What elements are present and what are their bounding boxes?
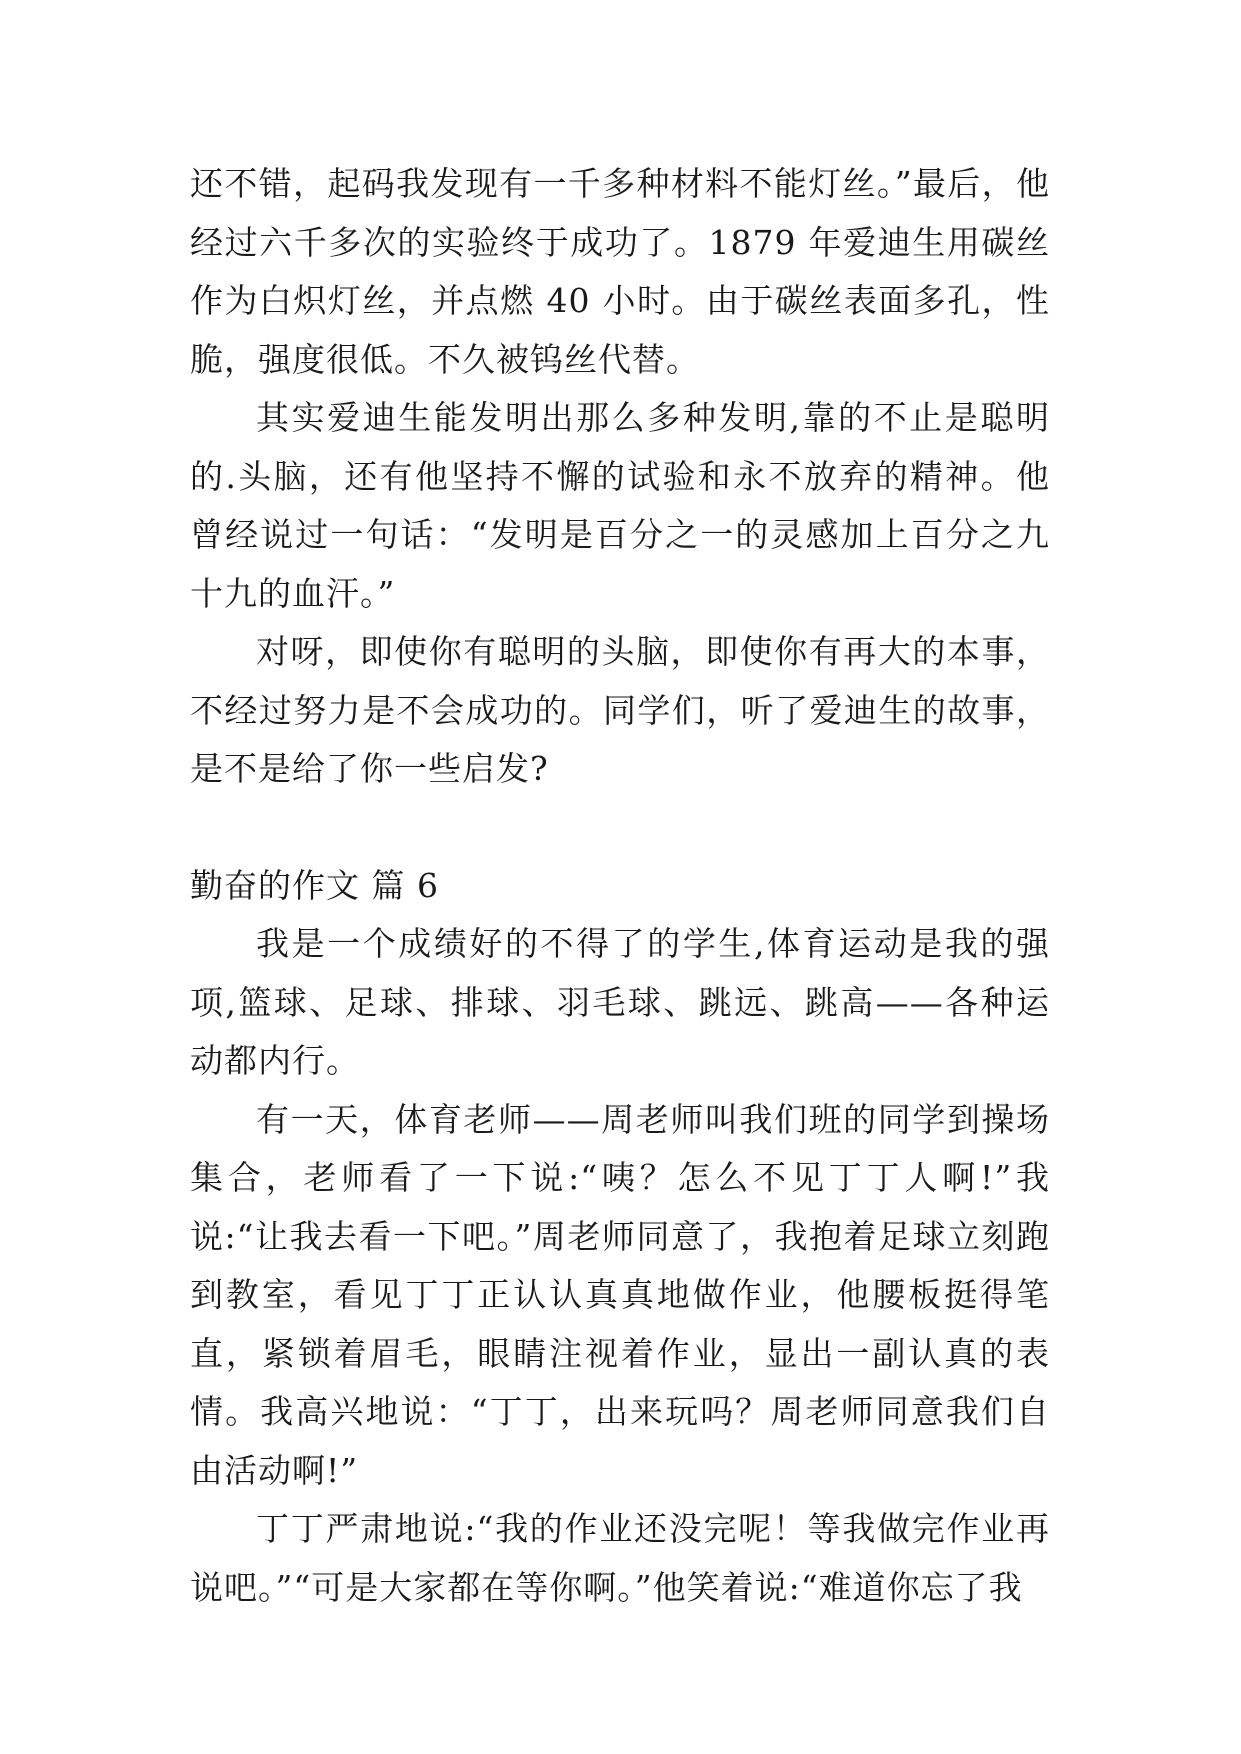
paragraph-pe-class: 有一天，体育老师——周老师叫我们班的同学到操场集合，老师看了一下说:“咦？怎么不见丁丁人啊!”我说:“让我去看一下吧。”周老师同意了，我抱着足球立刻跑到教室，看见丁丁正认认真真地做作业，他腰板挺得笔直，紧锁着眉毛，眼睛注视着作业，显出一副认真的表情。我高兴地说：“丁丁，出来玩吗？周老师同意我们自由活动啊!” xyxy=(190,1099,1050,1490)
section-heading: 勤奋的作文 篇 6 xyxy=(190,865,439,905)
document-body xyxy=(190,155,1050,1617)
paragraph-dingding-reply: 丁丁严肃地说:“我的作业还没完呢！等我做完作业再说吧。”“可是大家都在等你啊。”他笑着说:“难道你忘了我 xyxy=(190,1509,1050,1607)
paragraph-edison-experiment: 还不错，起码我发现有一千多种材料不能灯丝。”最后，他经过六千多次的实验终于成功了。1879 年爱迪生用碳丝作为白炽灯丝，并点燃 40 小时。由于碳丝表面多孔，性脆，强度很低。不久被钨丝代替。 xyxy=(190,164,1050,379)
paragraph-edison-spirit: 其实爱迪生能发明出那么多种发明,靠的不止是聪明的.头脑，还有他坚持不懈的试验和永不放弃的精神。他曾经说过一句话：“发明是百分之一的灵感加上百分之九十九的血汗。” xyxy=(190,398,1050,613)
paragraph-sports-intro: 我是一个成绩好的不得了的学生,体育运动是我的强项,篮球、足球、排球、羽毛球、跳远、跳高——各种运动都内行。 xyxy=(190,924,1050,1080)
section-spacer xyxy=(190,799,1050,857)
paragraph-edison-lesson: 对呀，即使你有聪明的头脑，即使你有再大的本事，不经过努力是不会成功的。同学们，听了爱迪生的故事，是不是给了你一些启发? xyxy=(190,632,1050,788)
